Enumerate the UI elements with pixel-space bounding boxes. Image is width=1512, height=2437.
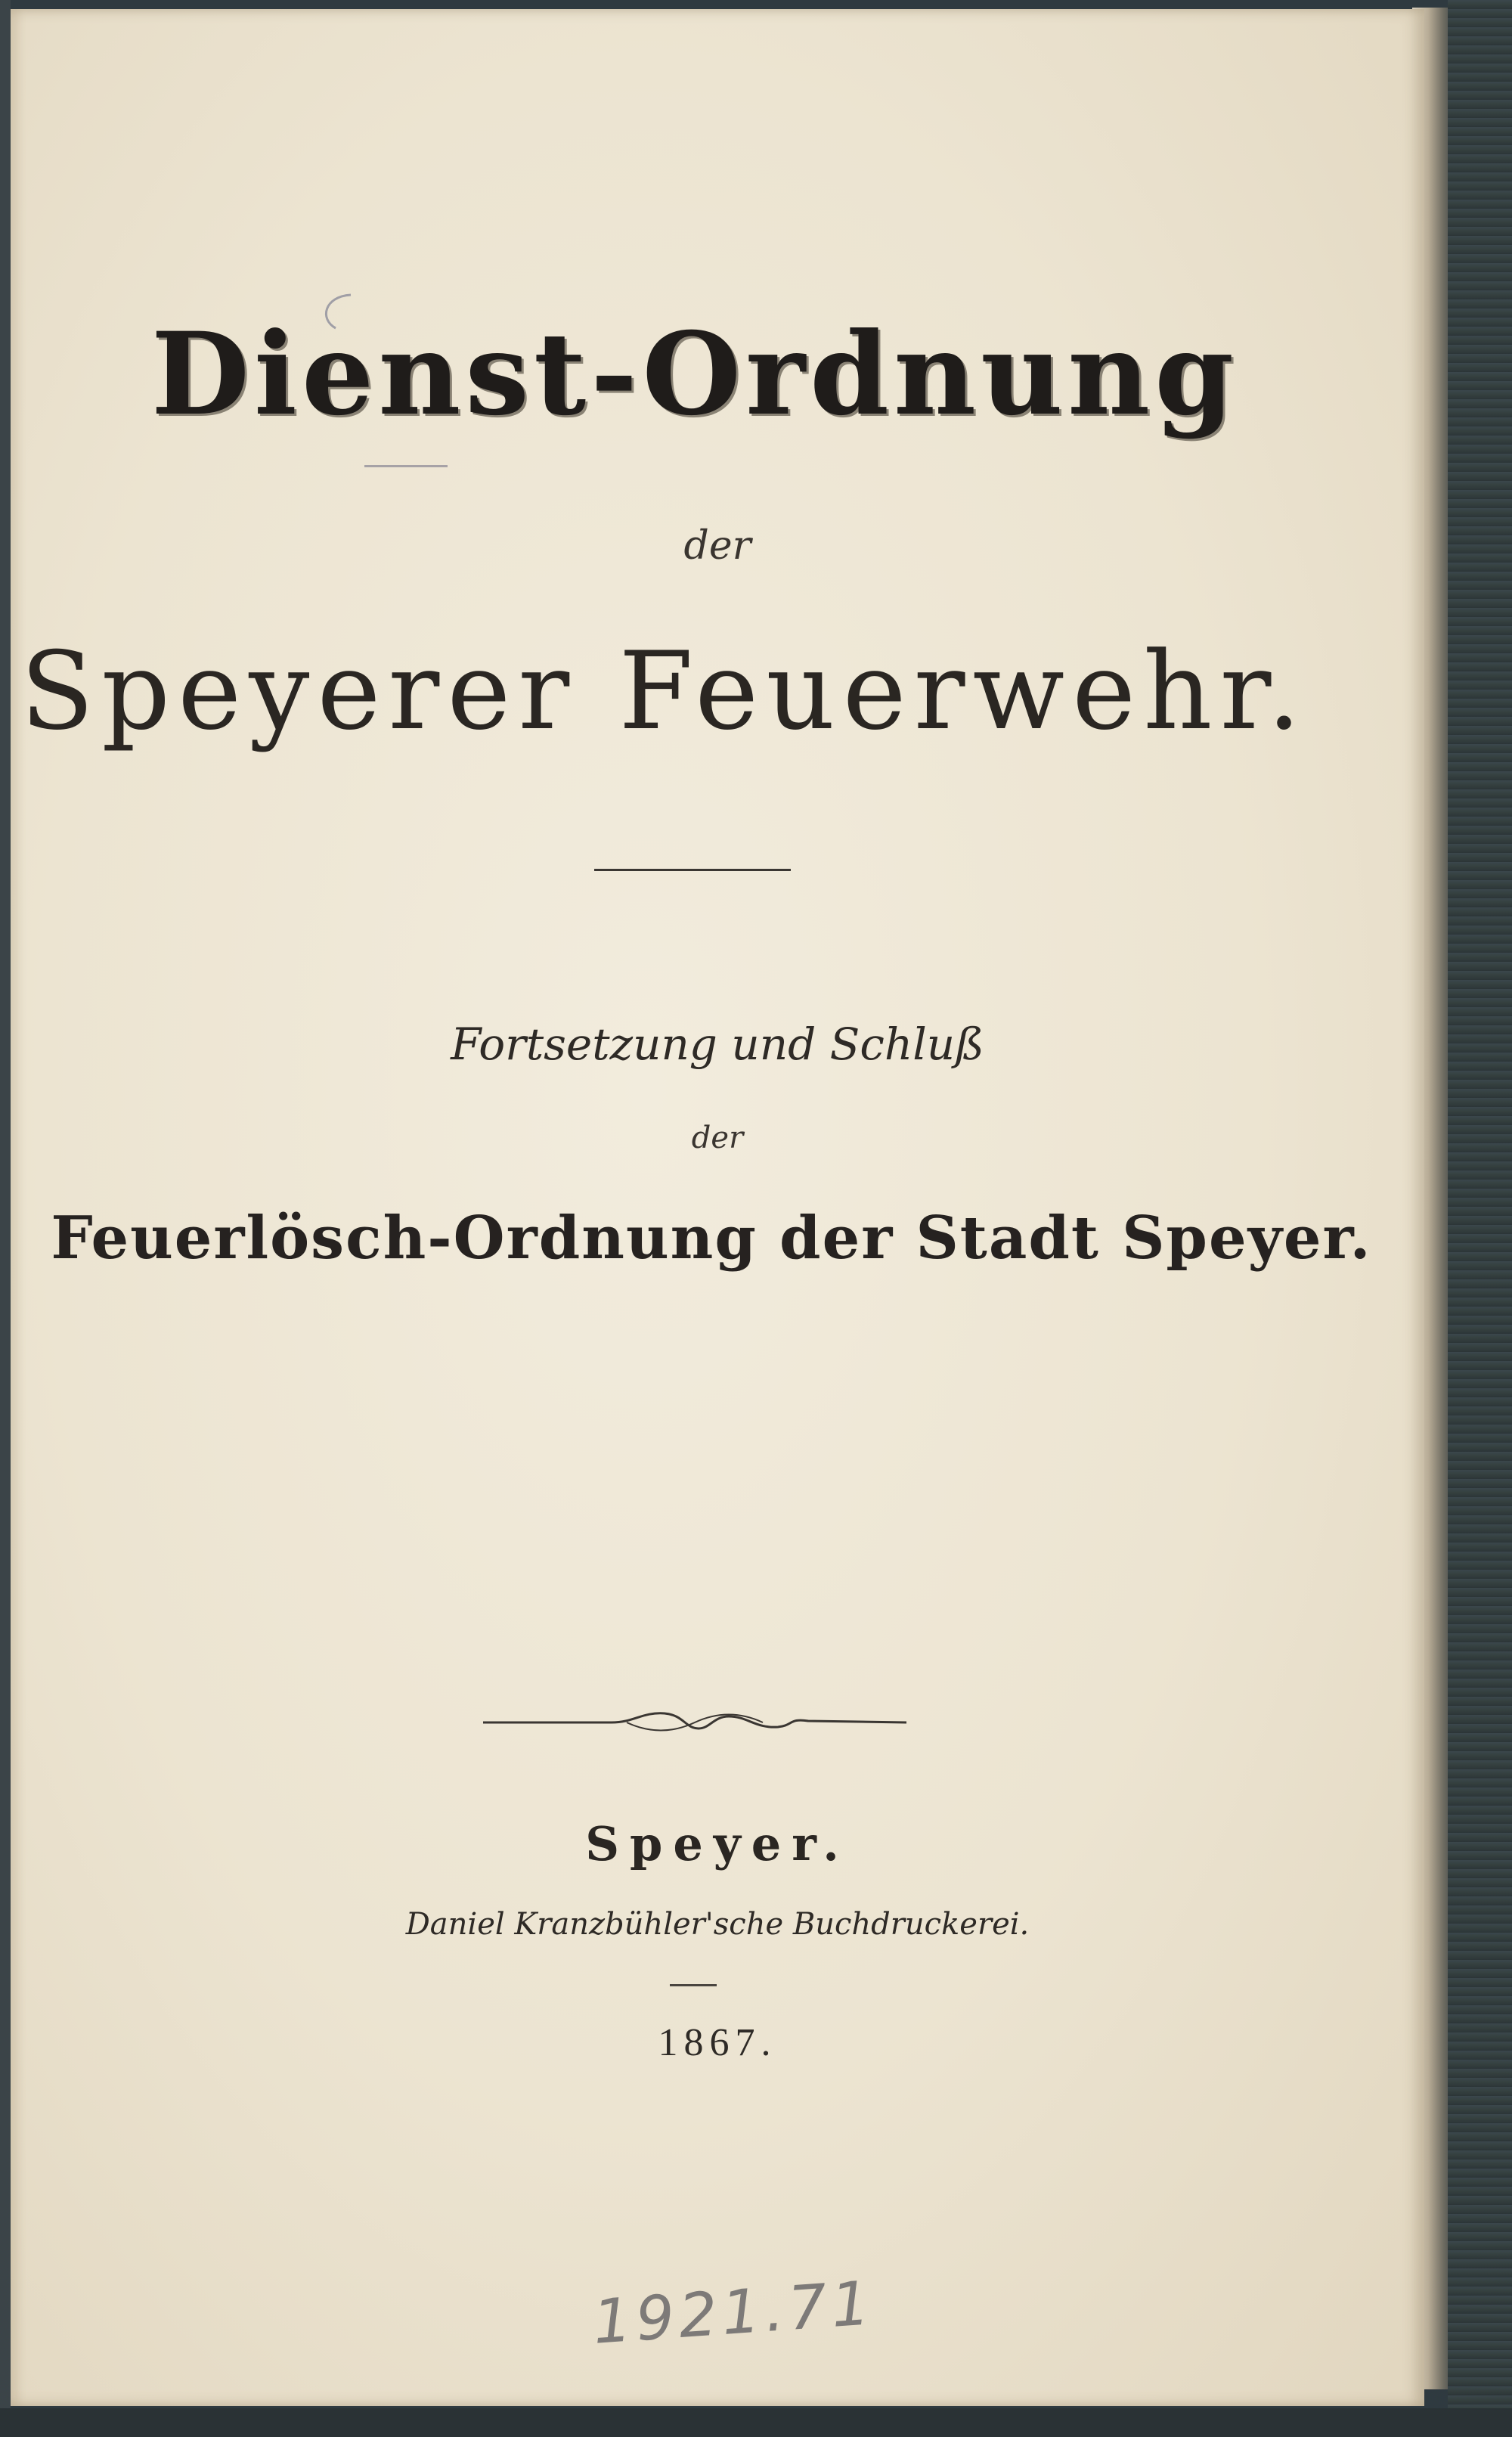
divider-rule [594, 869, 791, 871]
title-page [11, 9, 1424, 2406]
publication-place: Speyer. [585, 1816, 850, 1871]
document-subtitle: Speyerer Feuerwehr. [20, 629, 1309, 754]
flourish-ornament-icon [483, 1695, 906, 1748]
document-title: Dienst-Ordnung [150, 308, 1239, 441]
book-cover [1448, 0, 1512, 2437]
pencil-underline-mark [364, 465, 448, 467]
publication-year: 1867. [658, 2021, 777, 2064]
continuation-connector: der [691, 1121, 744, 1155]
printer-name: Daniel Kranzbühler'sche Buchdruckerei. [405, 1907, 1030, 1942]
title-connector: der [683, 523, 751, 569]
continuation-line: Fortsetzung und Schluß [451, 1019, 984, 1070]
fire-order-title: Feuerlösch-Ordnung der Stadt Speyer. [51, 1204, 1372, 1273]
short-rule [670, 1984, 717, 1986]
binding-bottom-edge [0, 2408, 1512, 2437]
pencil-shelfmark: 1921.71 [590, 2268, 877, 2358]
